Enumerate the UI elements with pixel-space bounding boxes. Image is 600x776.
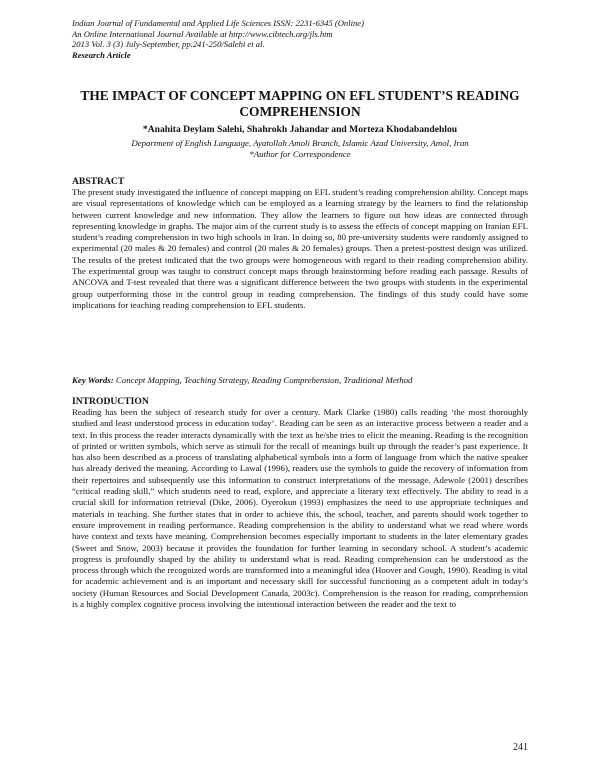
- page-number: 241: [513, 742, 528, 753]
- paper-title-line-1: THE IMPACT OF CONCEPT MAPPING ON EFL STUDENT’S READING: [80, 88, 520, 103]
- correspondence-note: *Author for Correspondence: [249, 149, 351, 160]
- affiliation-department: Department of English Language, Ayatollah Amoli Branch, Islamic Azad University, Amol, Iran: [131, 138, 469, 148]
- keywords-label: Key Words:: [72, 375, 114, 385]
- keywords: [72, 375, 528, 386]
- keywords-text: Concept Mapping, Teaching Strategy, Reading Comprehension, Traditional Method: [115, 375, 413, 385]
- abstract-text: The present study investigated the influence of concept mapping on EFL student’s reading comprehension ability. Concept maps are visual representations of knowledge which can be employed as a learning strategy by the learners to find the relationship between current knowledge and new information. They allow the learners to figure out how ideas are connected through representing knowledge in graphs. The major aim of the current study is to assess the effects of concept mapping on Iranian EFL student’s reading comprehension in two high schools in Iran. In doing so, 80 pre-university students were randomly assigned to experimental (20 males & 20 females) and control (20 males & 20 females) groups. Then a pretest-posttest design was utilized. The results of the pretest indicated that the two groups were homogeneous with regard to their reading comprehension ability. The experimental group was taught to construct concept maps through brainstorming before reading each passage. Results of ANCOVA and T-test revealed that there was a significant difference between the two groups with students in the experimental group outperforming those in the control group in reading comprehension. The findings of this study could have some implications for teaching reading comprehension to EFL students.: [72, 187, 528, 310]
- introduction-text: Reading has been the subject of research study for over a century. Mark Clarke (1980) calls reading ‘the most thoroughly studied and least understood process in education today’. Reading can be seen as an interactive process between a reader and a text. In this process the reader interacts dynamically with the text as he/she tries to elicit the meaning. Reading is the recognition of printed or written symbols, which serve as stimuli for the recall of meanings built up through the reader’s past experience. It has also been described as a process of translating alphabetical symbols into a form of language from which the native speaker has already derived the meaning. According to Lawal (1996), readers use the symbols to guide the recovery of information from their repertoires and subsequently use this information to construct interpretations of the message. Adewole (2001) describes “critical reading skill,” which students need to read, explore, and appreciate a literary text effectively. The ability to read is a crucial skill for information retrieval (Dike, 2006). Oyerokun (1993) emphasizes the need to use appropriate techniques and materials in teaching. She further states that in order to achieve this, the school, teacher, and parents should work together to ensure improvement in reading performance. Reading comprehension is the ability to understand what we read where words have context and texts have meaning. Comprehension becomes especially important to students in the later elementary grades (Sweet and Snow, 2003) because it provides the foundation for further learning in secondary school. A student’s academic progress is profoundly shaped by the ability to understand what is read. Reading comprehension can be understood as the process through which the recognized words are transformed into a meaningful idea (Hoover and Gough, 1990). Reading is vital for academic achievement and is an important and necessary skill for successful functioning as a competent adult in today’s society (Human Resources and Social Development Canada, 2003c). Comprehension is the reason for reading, comprehension is a highly complex cognitive process involving the intentional interaction between the reader and the text to: [72, 407, 528, 610]
- journal-name: Indian Journal of Fundamental and Applied Life Sciences ISSN: 2231-6345 (Online): [72, 18, 364, 28]
- journal-header: [72, 18, 532, 60]
- authors: *Anahita Deylam Salehi, Shahrokh Jahandar and Morteza Khodabandehlou: [142, 124, 458, 135]
- introduction-heading: INTRODUCTION: [72, 396, 149, 407]
- paper-title: [60, 88, 540, 120]
- paper-title-line-2: COMPREHENSION: [239, 104, 361, 119]
- journal-website: An Online International Journal Available at http://www.cibtech.org/jls.htm: [72, 28, 333, 39]
- abstract-heading: ABSTRACT: [72, 176, 125, 187]
- affiliation: [60, 138, 540, 160]
- journal-issue: 2013 Vol. 3 (3) July-September, pp.241-250/Salehi et al.: [72, 39, 265, 50]
- article-type: Research Article: [72, 49, 131, 60]
